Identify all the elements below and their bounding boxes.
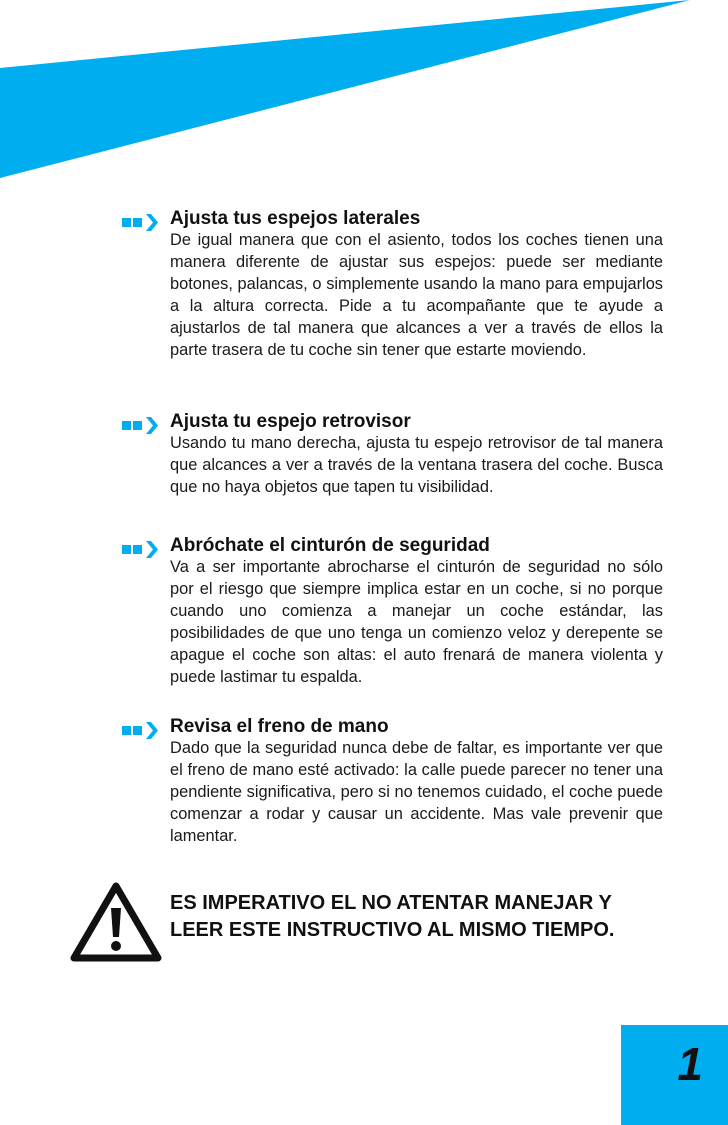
section-handbrake [120, 716, 665, 846]
page-number: 1 [677, 1038, 703, 1090]
section-title: Abróchate el cinturón de seguridad [170, 535, 490, 556]
section-body: Usando tu mano derecha, ajusta tu espejo retrovisor de tal manera que alcances a ver a través de la ventana trasera del coche. Busca que no haya objetos que tapen tu visibilidad. [170, 434, 663, 496]
section-body: De igual manera que con el asiento, todos los coches tienen una manera diferente de ajustar sus espejos: puede ser mediante botones, palancas, o simplemente usando la mano para empujarlos a la altura correcta. Pide a tu acompañante que te ayude a ajustarlos de tal manera que alcances a ver a través de ellos la parte trasera de tu coche sin tener que estarte moviendo. [170, 231, 663, 359]
warning-text [170, 890, 670, 944]
section-seatbelt [120, 535, 665, 690]
section-title: Revisa el freno de mano [170, 716, 389, 737]
page-number-box [621, 1025, 728, 1125]
section-title: Ajusta tu espejo retrovisor [170, 411, 411, 432]
double-arrow-bullet-icon [120, 212, 160, 232]
warning-triangle-icon [70, 882, 162, 962]
section-side-mirrors [120, 208, 665, 383]
section-rearview-mirror [120, 411, 665, 501]
double-arrow-bullet-icon [120, 720, 160, 740]
top-diagonal-banner [0, 0, 728, 180]
section-body: Dado que la seguridad nunca debe de faltar, es importante ver que el freno de mano esté activado: la calle puede parecer no tener una pendiente significativa, pero si no tenemos cuidado, el coche puede comenzar a rodar y causar un accidente. Mas vale prevenir que lamentar. [170, 739, 663, 845]
double-arrow-bullet-icon [120, 415, 160, 435]
warning-line-2: LEER ESTE INSTRUCTIVO AL MISMO TIEMPO. [170, 919, 615, 941]
section-title: Ajusta tus espejos laterales [170, 208, 421, 229]
warning-line-1: ES IMPERATIVO EL NO ATENTAR MANEJAR Y [170, 892, 612, 914]
section-body: Va a ser importante abrocharse el cinturón de seguridad no sólo por el riesgo que siempre implica estar en un coche, si no porque cuando uno comienza a manejar un coche estándar, las posibilidades de que uno tenga un comienzo veloz y derepente se apague el coche son altas: el auto frenará de manera violenta y puede lastimar tu espalda. [170, 558, 663, 686]
double-arrow-bullet-icon [120, 539, 160, 559]
